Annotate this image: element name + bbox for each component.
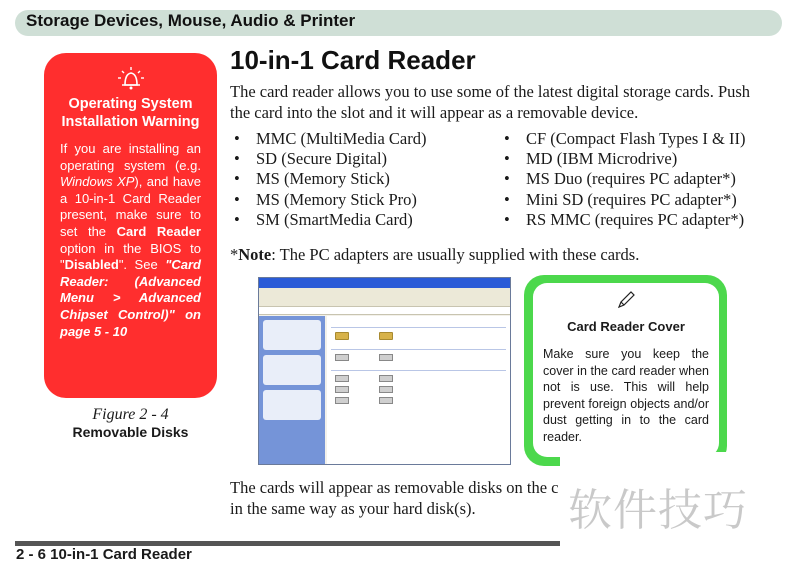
list-item: • RS MMC (requires PC adapter*): [502, 210, 745, 230]
screenshot-addressbar: [259, 307, 510, 315]
list-item: • MD (IBM Microdrive): [502, 149, 745, 169]
figure-number: Figure 2 - 4: [92, 406, 169, 423]
list-item: • SM (SmartMedia Card): [232, 210, 427, 230]
drive-icon: [379, 386, 393, 393]
warning-bell-icon: [116, 65, 146, 91]
drive-icon: [379, 354, 393, 361]
folder-icon: [335, 332, 349, 340]
screenshot-titlebar: [259, 278, 510, 288]
figure-caption: [44, 406, 217, 440]
pencil-icon: [615, 289, 637, 311]
warning-box: [44, 53, 217, 398]
section-title: 10-in-1 Card Reader: [230, 45, 476, 75]
card-list-left: [232, 129, 427, 230]
watermark-text: 软件技巧: [568, 485, 748, 536]
list-item: • MS (Memory Stick Pro): [232, 190, 427, 210]
disc-icon: [379, 397, 393, 404]
list-item: • MMC (MultiMedia Card): [232, 129, 427, 149]
tip-body: Make sure you keep the cover in the card reader when not is use. This will help prevent foreign objects and/or dust getting in to the card reader.: [543, 347, 709, 444]
drive-icon: [335, 397, 349, 404]
list-item: • Mini SD (requires PC adapter*): [502, 190, 745, 210]
closing-paragraph: The cards will appear as removable disks on the c in the same way as your hard disk(s).: [230, 478, 559, 518]
figure-title: Removable Disks: [72, 424, 189, 440]
card-list-right: [502, 129, 745, 230]
list-item: • CF (Compact Flash Types I & II): [502, 129, 745, 149]
list-item: • MS (Memory Stick): [232, 169, 427, 189]
folder-icon: [379, 332, 393, 340]
list-item: • SD (Secure Digital): [232, 149, 427, 169]
drive-icon: [335, 386, 349, 393]
warning-title: Operating System Installation Warning: [61, 96, 200, 130]
list-item: • MS Duo (requires PC adapter*): [502, 169, 745, 189]
drive-icon: [335, 354, 349, 361]
screenshot-task-pane: [259, 316, 325, 464]
header-title: Storage Devices, Mouse, Audio & Printer: [26, 11, 356, 30]
screenshot-toolbar: [259, 295, 510, 307]
bios-reference-link[interactable]: "Card Reader: (Advanced Menu > Advanced Chipset Control)" on page 5 - 10: [60, 257, 201, 339]
removable-disks-screenshot: [258, 277, 511, 465]
screenshot-menubar: [259, 288, 510, 295]
warning-body: If you are installing an operating system (e.g. Windows XP), and have a 10-in-1 Card Reader present, make sure to set the Card Reader option in the BIOS to "Disabled". See "Card Reader: (Advanced Menu > Advanced Chipset Control)" on page 5 - 10: [60, 141, 202, 339]
note-line: *Note: The PC adapters are usually supplied with these cards.: [230, 245, 640, 264]
drive-icon: [379, 375, 393, 382]
tip-title: Card Reader Cover: [567, 319, 685, 334]
intro-paragraph: The card reader allows you to use some of the latest digital storage cards. Push the card into the slot and it will appear as a removable device.: [230, 82, 751, 122]
screenshot-file-area: [327, 316, 510, 464]
tip-content: [533, 283, 719, 457]
footer-text: 2 - 6 10-in-1 Card Reader: [16, 546, 192, 563]
drive-icon: [335, 375, 349, 382]
